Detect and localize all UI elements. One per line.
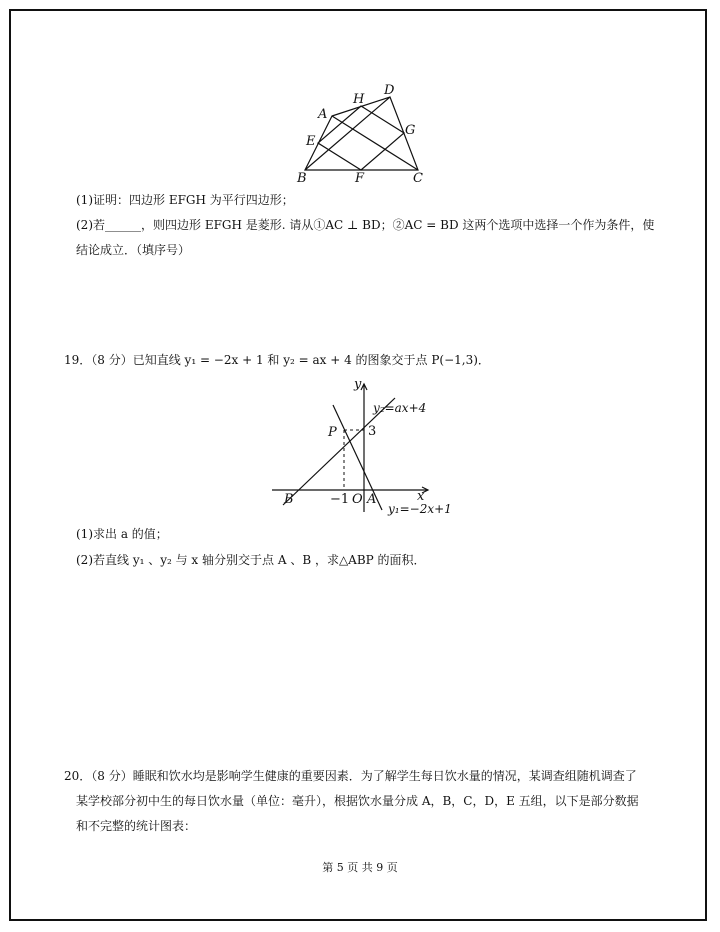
q19-part1: (1)求出 a 的值； (76, 527, 168, 541)
linear-functions-figure (270, 374, 460, 518)
q20-line2: 某学校部分初中生的每日饮水量（单位：毫升），根据饮水量分成 A，B，C，D，E 五组，以下是部分数据 (76, 794, 639, 808)
line2-label: y₂=ax+4 (373, 401, 427, 415)
label-B: B (297, 171, 307, 186)
line1-label: y₁=−2x+1 (388, 502, 452, 516)
q18-part2-line2: 结论成立．（填序号） (76, 243, 191, 257)
label-P: P (328, 425, 337, 440)
label-B2: B (284, 492, 294, 507)
axis-x-label: x (417, 489, 425, 504)
label-G: G (405, 123, 416, 138)
label-O: O (352, 492, 363, 507)
axis-y-label: y (354, 377, 362, 392)
q19-stem: 19．（8 分）已知直线 y₁ = −2x + 1 和 y₂ = ax + 4 的图象交于点 P(−1,3)． (64, 353, 490, 367)
value-neg1: −1 (330, 492, 350, 507)
q19-part2: (2)若直线 y₁ 、y₂ 与 x 轴分别交于点 A 、B ，求△ABP 的面积． (76, 553, 426, 567)
label-H: H (353, 92, 365, 107)
label-E: E (306, 134, 316, 149)
label-A: A (318, 107, 328, 122)
label-A2: A (367, 492, 377, 507)
label-D: D (384, 83, 395, 98)
label-C: C (413, 171, 423, 186)
label-F: F (355, 171, 365, 186)
page-footer: 第 5 页 共 9 页 (322, 861, 398, 874)
value-3: 3 (368, 424, 377, 439)
q18-part2-line1: (2)若______，则四边形 EFGH 是菱形. 请从①AC ⊥ BD；②AC = BD 这两个选项中选择一个作为条件，使 (76, 218, 655, 232)
q20-line1: 20．（8 分）睡眠和饮水均是影响学生健康的重要因素．为了解学生每日饮水量的情况，某调查组随机调查了 (64, 769, 637, 783)
q20-line3: 和不完整的统计图表： (76, 819, 197, 833)
q18-part1: (1)证明：四边形 EFGH 为平行四边形； (76, 193, 294, 207)
quadrilateral-figure (290, 80, 440, 186)
